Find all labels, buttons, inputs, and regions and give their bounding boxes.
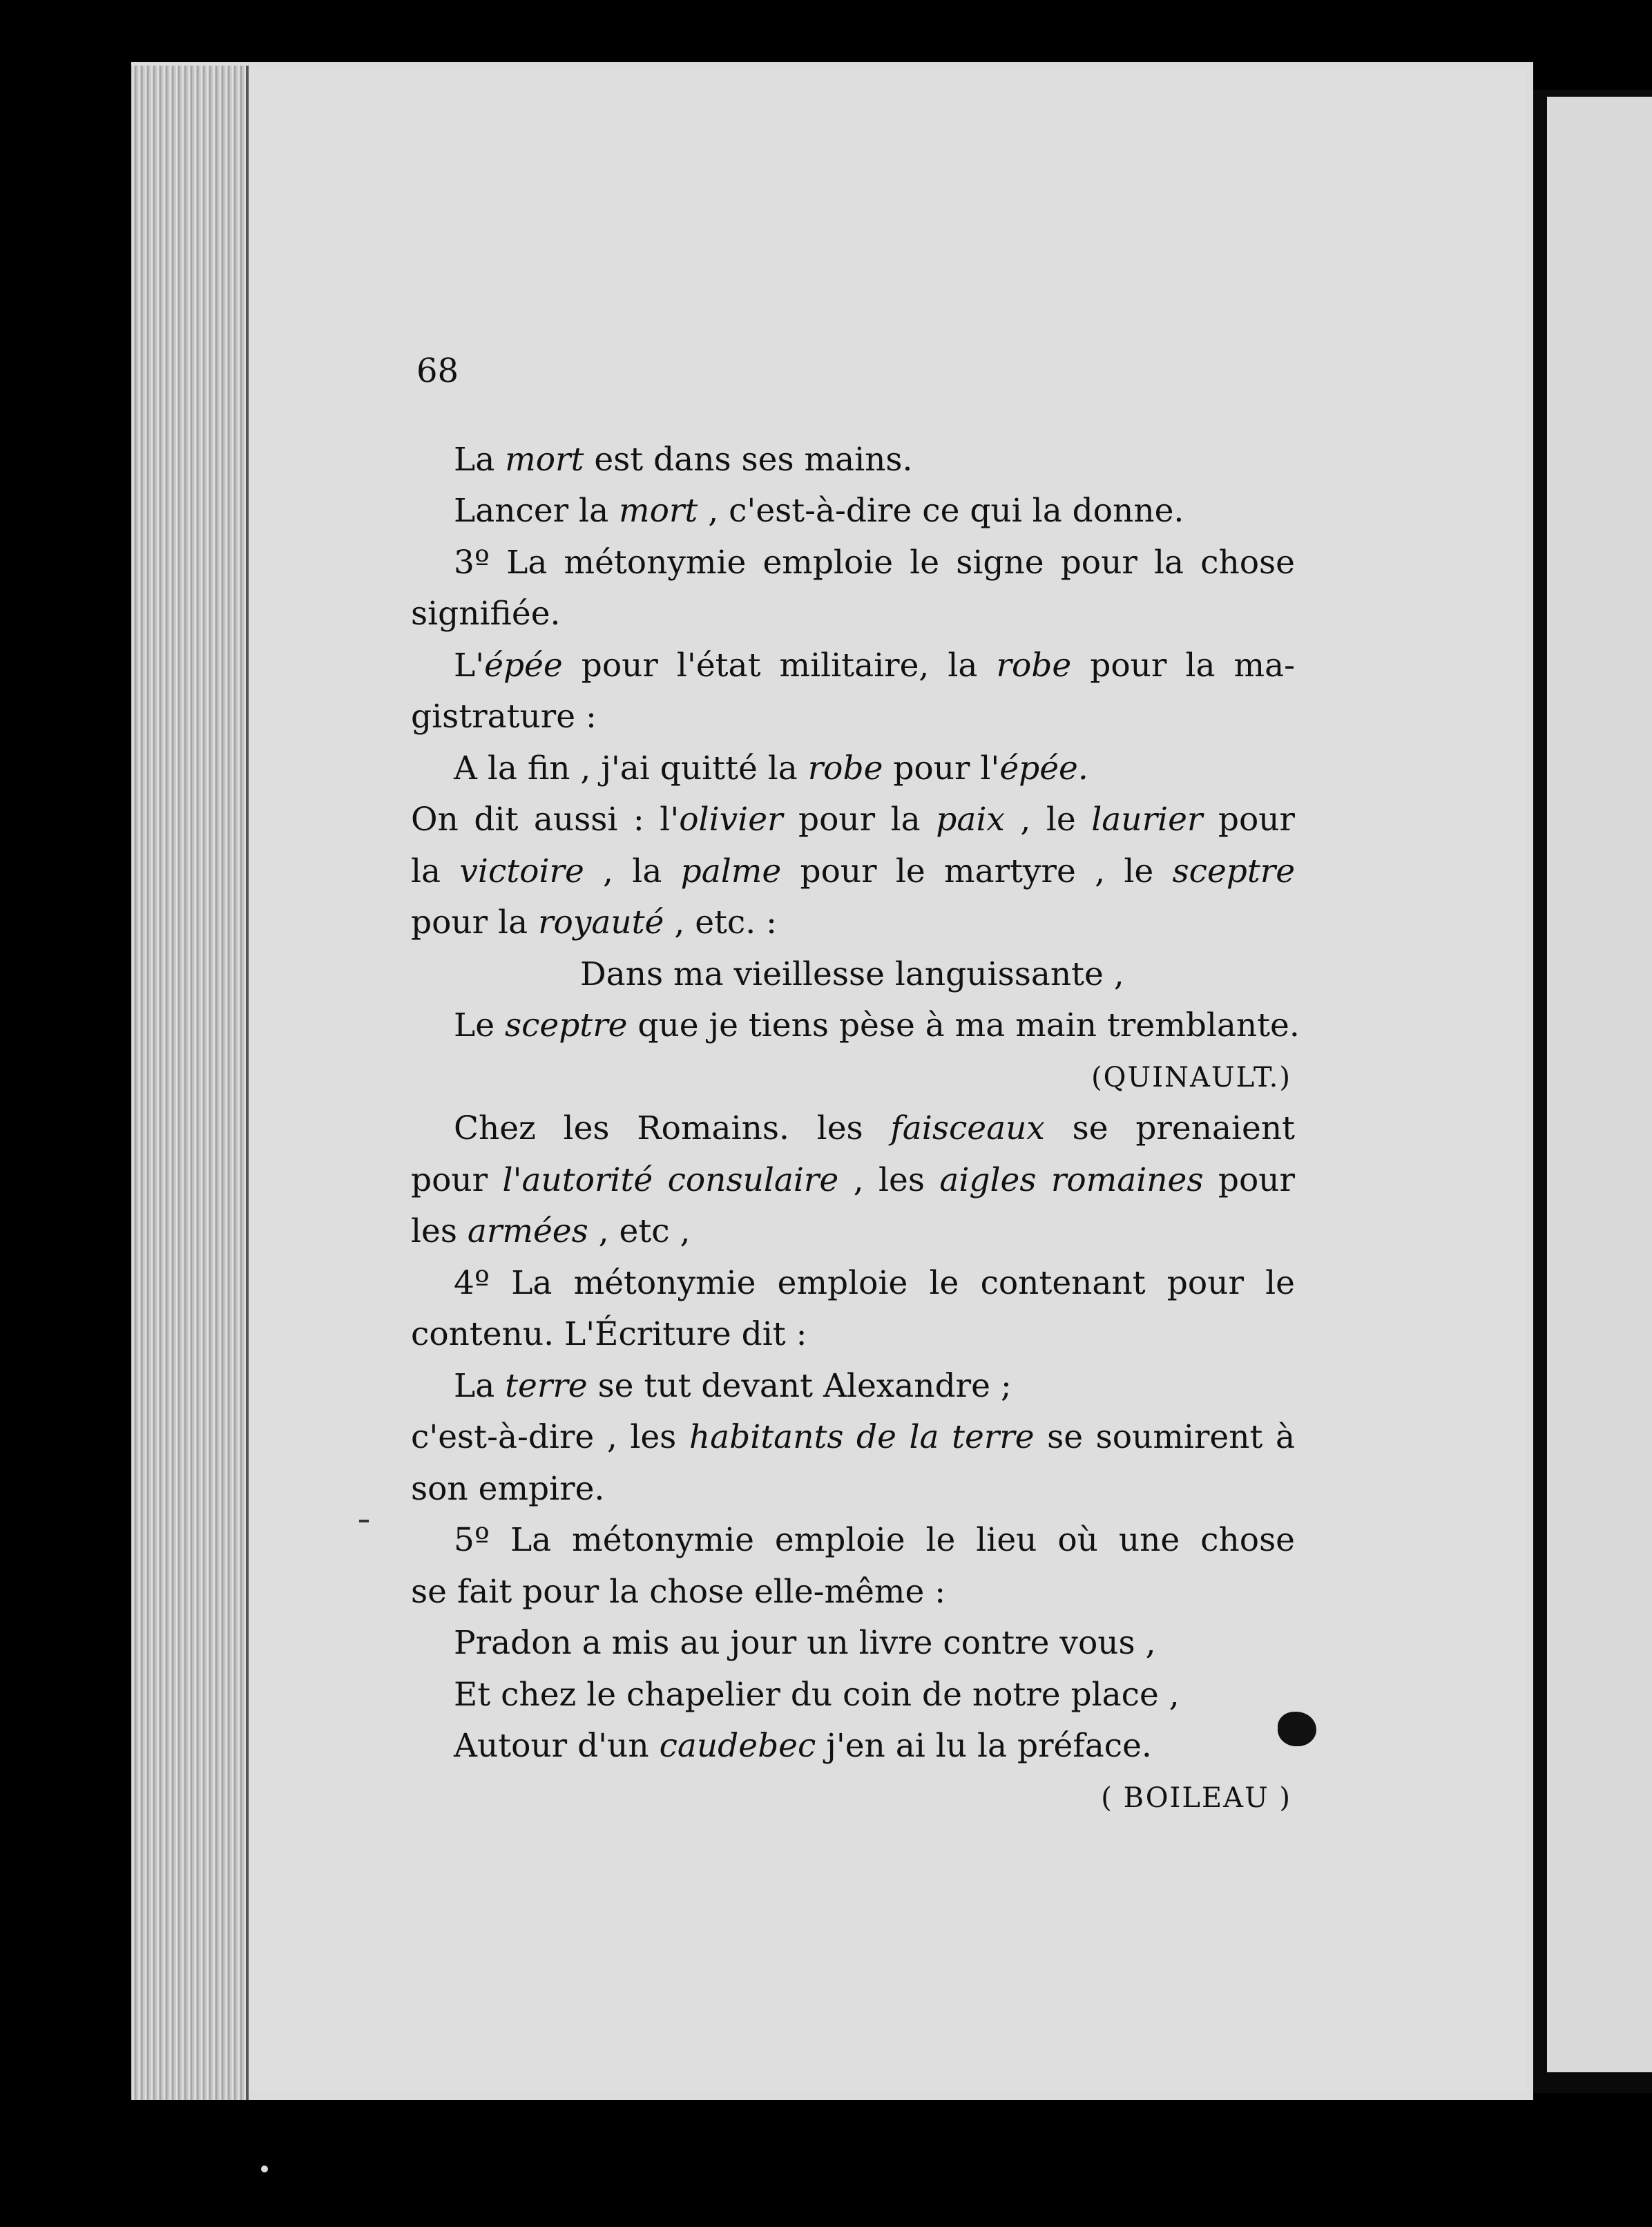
text-span: pour le martyre , le	[781, 852, 1173, 890]
page-edges	[131, 66, 249, 2100]
stray-mark	[359, 1520, 369, 1522]
text-span: j'en ai lu la préface.	[816, 1727, 1152, 1765]
text-line	[411, 1567, 1295, 1618]
text-span: pour	[1203, 1160, 1295, 1199]
text-span: A la fin , j'ai quitté la	[454, 749, 808, 787]
text-span: ( BOILEAU )	[1101, 1781, 1291, 1814]
text-line	[411, 1721, 1295, 1772]
text-line	[411, 486, 1295, 537]
text-line	[411, 1206, 1295, 1258]
ink-blot	[1278, 1712, 1316, 1746]
text-line	[411, 743, 1295, 795]
text-line	[411, 1000, 1300, 1052]
text-span: , c'est-à-dire ce qui la donne.	[698, 492, 1184, 530]
text-span: 4º La métonymie emploie le contenant pour le	[454, 1263, 1295, 1302]
text-span: la	[411, 852, 460, 890]
facing-page-edge	[1547, 97, 1652, 2072]
text-span: est dans ses mains.	[584, 440, 913, 479]
text-line	[411, 537, 1295, 589]
text-span: son empire.	[411, 1469, 605, 1508]
text-line	[411, 434, 1295, 486]
text-span: , etc. :	[664, 904, 777, 942]
italic-text: victoire	[459, 852, 584, 890]
text-line	[411, 640, 1295, 692]
italic-text: habitants de la terre	[689, 1418, 1035, 1456]
text-span: Lancer la	[454, 492, 620, 530]
italic-text: paix	[936, 801, 1005, 839]
italic-text: l'autorité consulaire	[502, 1160, 839, 1199]
italic-text: robe	[996, 646, 1072, 685]
italic-text: sceptre	[504, 1006, 628, 1044]
page-text	[411, 345, 1300, 1824]
text-span: 5º La métonymie emploie le lieu où une chose	[454, 1521, 1295, 1559]
italic-text: olivier	[679, 801, 783, 839]
text-span: c'est-à-dire , les	[411, 1418, 689, 1456]
italic-text: armées	[467, 1212, 588, 1250]
text-span: On dit aussi : l'	[411, 801, 680, 839]
stray-mark	[261, 2166, 268, 2172]
text-line	[411, 1464, 1295, 1516]
text-span: que je tiens pèse à ma main tremblante.	[627, 1006, 1300, 1044]
text-span: pour la ma-	[1071, 646, 1295, 685]
text-span: pour l'état militaire, la	[562, 646, 997, 685]
text-span: se fait pour la chose elle-même :	[411, 1572, 946, 1611]
text-line	[411, 1052, 1295, 1104]
text-line	[411, 1258, 1295, 1310]
italic-text: robe	[807, 749, 883, 787]
text-span: pour	[411, 1160, 503, 1199]
text-span: , le	[1004, 801, 1092, 839]
text-span: se soumirent à	[1034, 1418, 1295, 1456]
text-span: pour la	[782, 801, 937, 839]
italic-text: royauté	[538, 904, 664, 942]
text-span: Autour d'un	[454, 1727, 660, 1765]
text-line	[411, 897, 1295, 949]
text-line	[411, 1361, 1295, 1413]
text-line	[411, 1412, 1295, 1464]
text-span: Chez les Romains. les	[454, 1109, 891, 1147]
text-line	[411, 1155, 1295, 1207]
italic-text: caudebec	[659, 1727, 816, 1765]
text-line	[411, 1103, 1295, 1155]
text-span: L'	[454, 646, 485, 685]
text-span: , les	[838, 1160, 940, 1199]
italic-text: épée	[484, 646, 563, 685]
italic-text: mort	[505, 440, 584, 479]
text-line	[411, 1309, 1295, 1361]
text-span: La	[454, 1366, 506, 1405]
text-span: se prenaient	[1044, 1109, 1295, 1147]
italic-text: laurier	[1091, 801, 1203, 839]
text-span: Dans ma vieillesse languissante ,	[580, 955, 1124, 993]
text-span: gistrature :	[411, 698, 597, 736]
text-line	[411, 794, 1295, 846]
page-lines	[411, 434, 1300, 1824]
text-span: signifiée.	[411, 595, 561, 633]
italic-text: terre	[505, 1366, 588, 1405]
text-span: , la	[584, 852, 681, 890]
text-span: 3º La métonymie emploie le signe pour la chose	[454, 543, 1295, 582]
text-line	[411, 1670, 1295, 1721]
text-line	[411, 949, 1295, 1001]
text-span: se tut devant Alexandre ;	[587, 1366, 1012, 1405]
text-span: Pradon a mis au jour un livre contre vous ,	[454, 1624, 1156, 1662]
text-span: Et chez le chapelier du coin de notre place ,	[454, 1675, 1180, 1714]
text-span: les	[411, 1212, 468, 1250]
text-span: pour la	[411, 904, 539, 942]
italic-text: mort	[619, 492, 698, 530]
text-span: , etc ,	[588, 1212, 691, 1250]
text-span: (QUINAULT.)	[1091, 1061, 1291, 1093]
text-line	[411, 691, 1295, 743]
page-number: 68	[416, 352, 459, 390]
text-span: pour	[1202, 801, 1296, 839]
text-line	[411, 1515, 1295, 1567]
italic-text: faisceaux	[890, 1109, 1045, 1147]
text-span: contenu. L'Écriture dit :	[411, 1315, 807, 1353]
text-span: La	[454, 440, 506, 479]
text-line	[411, 1772, 1295, 1824]
italic-text: aigles romaines	[939, 1160, 1204, 1199]
italic-text: épée.	[999, 749, 1088, 787]
text-line	[411, 589, 1295, 640]
italic-text: sceptre	[1172, 852, 1296, 890]
text-line	[411, 1618, 1295, 1670]
italic-text: palme	[680, 852, 782, 890]
text-line	[411, 846, 1295, 898]
text-span: Le	[454, 1006, 505, 1044]
text-span: pour l'	[883, 749, 1000, 787]
